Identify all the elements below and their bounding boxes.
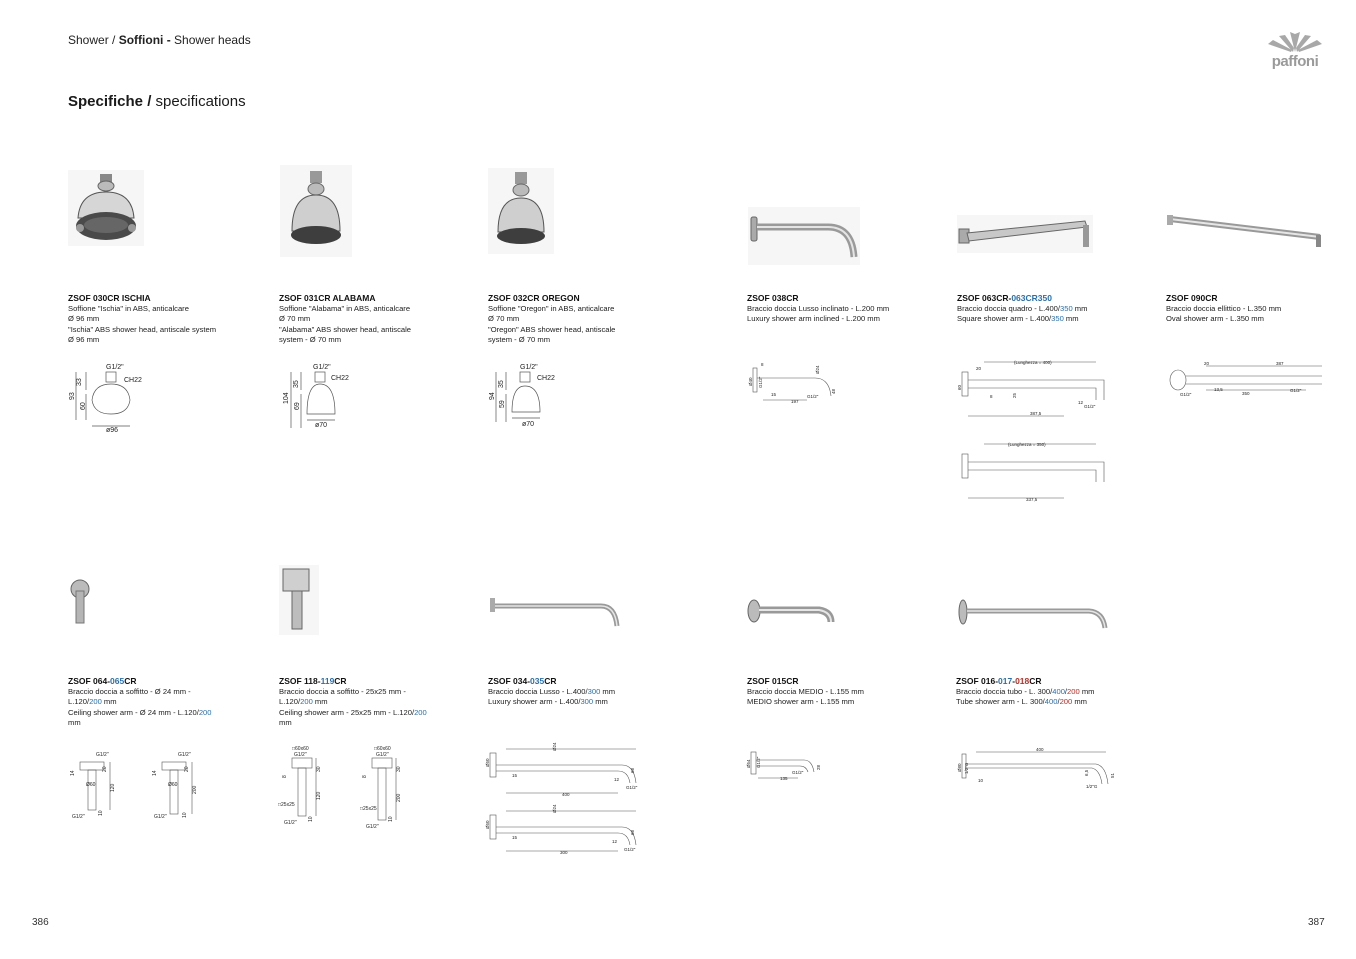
dim-label: 8 <box>362 775 368 778</box>
code-part: ZSOF 064- <box>68 676 111 686</box>
product-photo-016cr <box>957 598 1111 636</box>
dim-label: CH22 <box>537 375 555 382</box>
dim-label: 10 <box>98 810 104 816</box>
dim-label: 30 <box>316 766 322 772</box>
code-part: ZSOF 016- <box>956 676 999 686</box>
dim-label: (Lunghezza = 350) <box>1008 442 1046 447</box>
desc-line: system - Ø 70 mm <box>488 334 551 344</box>
desc-part: mm <box>1072 697 1088 707</box>
page-title <box>68 93 246 110</box>
dim-label: 8 <box>990 394 993 399</box>
dim-label: G1/2" <box>758 376 763 388</box>
dim-label: Ø40 <box>748 377 753 386</box>
desc-part: Braccio doccia quadro - L.400/ <box>957 304 1060 313</box>
desc-variant: 200 <box>300 697 313 707</box>
dim-label: G1/2" <box>284 820 297 826</box>
dim-label: Ø60 <box>168 782 178 788</box>
product-photo-090cr <box>1166 213 1326 253</box>
dim-label: 8 <box>282 775 288 778</box>
logo-text: paffoni <box>1271 53 1319 70</box>
dim-label: 33 <box>76 378 83 386</box>
dim-label: 197 <box>791 399 799 404</box>
desc-line: Luxury shower arm inclined - L.200 mm <box>747 314 880 324</box>
desc-line <box>956 687 1156 697</box>
product-code: ZSOF 031CR ALABAMA <box>279 293 376 303</box>
desc-line: Braccio doccia Lusso inclinato - L.200 mm <box>747 304 890 313</box>
product-description <box>747 304 947 325</box>
technical-drawing-ischia <box>68 360 148 435</box>
desc-line: "Ischia" ABS shower head, antiscale system <box>68 324 217 334</box>
desc-line <box>279 708 459 718</box>
code-variant: 035 <box>530 676 545 686</box>
code-part: CR <box>544 676 557 686</box>
dim-label: 1/2"G <box>1086 784 1098 789</box>
dim-label: 20 <box>184 766 190 772</box>
dim-label: 30 <box>396 766 402 772</box>
dim-label: 14 <box>70 770 76 776</box>
product-photo-038cr <box>748 207 860 265</box>
desc-part: mm <box>1072 304 1088 313</box>
desc-variant: 350 <box>1051 314 1064 324</box>
dim-label: CH22 <box>331 375 349 382</box>
desc-variant: 400 <box>1052 687 1065 696</box>
product-description <box>68 687 238 728</box>
desc-line: mm <box>279 717 292 727</box>
desc-part: mm <box>312 697 328 707</box>
product-description <box>956 687 1156 708</box>
dim-label: 337,5 <box>1026 497 1038 502</box>
dim-label: G1/2" <box>376 752 389 758</box>
dim-label: 93 <box>69 392 76 400</box>
technical-drawing-oregon <box>488 360 568 435</box>
dim-label: □25x25 <box>360 806 377 812</box>
dim-label: 15 <box>771 392 777 397</box>
desc-variant: 200 <box>1059 697 1073 707</box>
breadcrumb-soffioni: Soffioni - <box>118 33 171 47</box>
dim-label: 8 <box>761 362 764 367</box>
dim-label: 387,5 <box>1030 411 1042 416</box>
dim-label: 28 <box>816 764 821 770</box>
dim-label: G1/2" <box>178 752 191 758</box>
product-code: ZSOF 015CR <box>747 676 799 686</box>
desc-line <box>68 697 238 707</box>
product-code <box>956 676 1042 686</box>
desc-line: "Oregon" ABS shower head, antiscale <box>488 324 616 334</box>
desc-line: Soffione "Alabama" in ABS, anticalcare <box>279 304 411 313</box>
technical-drawing-090cr <box>1166 360 1330 400</box>
dim-label: ø96 <box>106 427 119 434</box>
product-photo-oregon <box>488 168 554 254</box>
dim-label: ø70 <box>315 422 328 429</box>
page-number-right: 387 <box>1308 917 1325 928</box>
technical-drawing-016cr <box>956 744 1116 792</box>
product-code <box>488 676 557 686</box>
desc-part: mm <box>593 697 608 707</box>
code-part: ZSOF 034- <box>488 676 531 686</box>
desc-line <box>488 687 688 697</box>
desc-line: system - Ø 70 mm <box>279 334 342 344</box>
dim-label: 68 <box>630 829 635 835</box>
desc-part: Braccio doccia Lusso - L.400/ <box>488 687 588 696</box>
dim-label: Ø80 <box>957 763 962 772</box>
dim-label: G1/2" <box>72 814 85 820</box>
dim-label: 104 <box>283 392 290 404</box>
dim-label: 94 <box>489 392 496 400</box>
dim-label: 12 <box>612 839 618 844</box>
dim-label: 6,5 <box>1084 769 1089 776</box>
desc-part: mm <box>600 687 616 696</box>
dim-label: G1/2" <box>106 364 124 371</box>
desc-part: Braccio doccia tubo - L. 300/ <box>956 687 1053 696</box>
dim-label: Ø50 <box>485 820 490 829</box>
product-description <box>279 304 469 345</box>
dim-label: G1/2" <box>626 785 638 790</box>
dim-label: 400 <box>1036 747 1044 752</box>
product-description <box>1166 304 1336 325</box>
dim-label: 350 <box>1242 391 1250 396</box>
desc-variant: 200 <box>89 697 102 707</box>
dim-label: G1/2" <box>756 756 761 768</box>
dim-label: 13,5 <box>1214 387 1223 392</box>
dim-label: 10 <box>978 778 984 783</box>
product-code: ZSOF 038CR <box>747 293 799 303</box>
dim-label: Ø50 <box>485 758 490 767</box>
product-description <box>747 687 947 708</box>
code-part: CR <box>124 676 137 686</box>
desc-part: Ceiling shower arm - Ø 24 mm - L.120/ <box>68 707 199 717</box>
desc-variant: 200 <box>198 707 212 717</box>
dim-label: 59 <box>499 400 506 408</box>
dim-label: 69 <box>294 402 301 410</box>
desc-part: Tube shower arm - L. 300/ <box>956 697 1045 707</box>
desc-line: Braccio doccia a soffitto - Ø 24 mm - <box>68 687 191 696</box>
desc-line: Ø 96 mm <box>68 334 100 344</box>
product-description <box>488 687 688 708</box>
desc-line: Ø 70 mm <box>488 314 520 324</box>
dim-label: ø70 <box>522 421 535 428</box>
desc-variant: 200 <box>414 707 427 717</box>
code-part: CR <box>1029 676 1042 686</box>
desc-line: Braccio doccia ellittico - L.350 mm <box>1166 304 1282 313</box>
dim-label: Ø24 <box>552 742 557 751</box>
product-description <box>488 304 678 345</box>
product-photo-034cr <box>489 594 621 630</box>
desc-line <box>956 697 1156 707</box>
dim-label: 20 <box>102 766 108 772</box>
dim-label: G1/2" <box>1180 392 1192 397</box>
desc-variant: 200 <box>1067 687 1080 696</box>
dim-label: 200 <box>192 785 198 794</box>
dim-label: CH22 <box>124 377 142 384</box>
code-variant: 018 <box>1015 676 1030 686</box>
desc-line: Ø 70 mm <box>279 314 311 324</box>
dim-label: G1/2" <box>154 814 167 820</box>
desc-line: Braccio doccia MEDIO - L.155 mm <box>747 687 864 696</box>
dim-label: 14 <box>152 770 158 776</box>
dim-label: 20 <box>976 366 982 371</box>
dim-label: □60x60 <box>374 746 391 752</box>
dim-label: 400 <box>562 792 570 797</box>
dim-label: 12 <box>614 777 620 782</box>
dim-label: G1/2" <box>807 394 819 399</box>
dim-label: (Lunghezza = 400) <box>1014 360 1052 365</box>
dim-label: 15 <box>512 773 518 778</box>
product-code <box>957 293 1052 303</box>
dim-label: Ø54 <box>746 759 751 768</box>
desc-line <box>957 304 1157 314</box>
code-variant: 065 <box>110 676 125 686</box>
dim-label: G1/2" <box>1290 388 1302 393</box>
product-description <box>957 304 1157 325</box>
dim-label: Ø60 <box>86 782 96 788</box>
desc-part: mm <box>1063 314 1079 324</box>
dim-label: 135 <box>780 776 788 781</box>
desc-line: mm <box>68 717 81 727</box>
desc-variant: 300 <box>587 687 601 696</box>
product-code: ZSOF 090CR <box>1166 293 1218 303</box>
desc-part: / <box>1064 687 1068 696</box>
code-variant: 063CR350 <box>1011 293 1052 303</box>
dim-label: 12 <box>1078 400 1084 405</box>
dim-label: 48 <box>831 388 836 394</box>
breadcrumb-shower: Shower / <box>68 33 116 47</box>
product-photo-118cr <box>279 565 319 635</box>
dim-label: G1/2" <box>520 364 538 371</box>
product-code <box>279 676 347 686</box>
desc-line: Soffione "Ischia" in ABS, anticalcare <box>68 304 189 313</box>
dim-label: Ø24 <box>552 804 557 813</box>
desc-part: mm <box>1079 687 1095 696</box>
product-photo-alabama <box>280 165 352 257</box>
breadcrumb <box>68 33 251 47</box>
page-title-light: specifications <box>155 93 246 110</box>
desc-line: MEDIO shower arm - L.155 mm <box>747 697 855 707</box>
desc-line: Ø 96 mm <box>68 314 100 324</box>
breadcrumb-shower-heads: Shower heads <box>174 33 251 47</box>
product-description <box>68 304 258 345</box>
desc-variant: 300 <box>580 697 594 707</box>
desc-variant: 400 <box>1044 697 1058 707</box>
technical-drawing-034cr <box>486 743 642 855</box>
desc-line <box>68 708 238 718</box>
product-description <box>279 687 459 728</box>
technical-drawing-063cr <box>956 358 1116 508</box>
code-part: ZSOF 118- <box>279 676 321 686</box>
dim-label: 387 <box>1276 361 1284 366</box>
desc-line: Braccio doccia a soffitto - 25x25 mm - <box>279 687 406 696</box>
dim-label: G1/2" <box>624 847 636 852</box>
dim-label: 20 <box>1204 361 1210 366</box>
product-code <box>68 676 137 686</box>
desc-variant: 350 <box>1060 304 1073 313</box>
technical-drawing-038cr <box>747 360 839 408</box>
dim-label: 200 <box>396 793 402 802</box>
desc-line <box>488 697 688 707</box>
product-photo-015cr <box>747 598 837 628</box>
technical-drawing-015cr <box>746 748 826 784</box>
product-code: ZSOF 032CR OREGON <box>488 293 580 303</box>
desc-part: Ceiling shower arm - 25x25 mm - L.120/ <box>279 707 415 717</box>
desc-line: Soffione "Oregon" in ABS, anticalcare <box>488 304 615 313</box>
code-part: - <box>1012 676 1016 686</box>
desc-line: "Alabama" ABS shower head, antiscale <box>279 324 412 334</box>
desc-part: L.120/ <box>68 697 90 707</box>
dim-label: Ø24 <box>815 365 820 374</box>
dim-label: G1/2" <box>366 824 379 830</box>
dim-label: 10 <box>388 816 394 822</box>
page-number-left: 386 <box>32 917 49 928</box>
dim-label: 60 <box>80 402 87 410</box>
dim-label: 60 <box>957 384 962 390</box>
dim-label: 1/2"G <box>964 762 969 774</box>
dim-label: G1/2" <box>313 364 331 371</box>
desc-line <box>279 697 459 707</box>
product-code: ZSOF 030CR ISCHIA <box>68 293 151 303</box>
desc-line <box>957 314 1157 324</box>
page-title-bold: Specifiche / <box>68 93 152 110</box>
dim-label: 35 <box>498 380 505 388</box>
dim-label: 25 <box>1012 392 1017 398</box>
dim-label: 35 <box>293 380 300 388</box>
desc-part: L.120/ <box>279 697 301 707</box>
dim-label: 15 <box>512 835 518 840</box>
dim-label: 120 <box>110 783 116 792</box>
product-photo-063cr <box>957 215 1093 253</box>
dim-label: 51 <box>1110 772 1115 778</box>
desc-line: Oval shower arm - L.350 mm <box>1166 314 1264 324</box>
desc-part: / <box>1057 697 1060 707</box>
desc-part: Square shower arm - L.400/ <box>957 314 1052 324</box>
dim-label: G1/2" <box>96 752 109 758</box>
technical-drawing-064cr <box>66 748 216 822</box>
desc-part: mm <box>101 697 117 707</box>
technical-drawing-118cr <box>276 744 416 830</box>
dim-label: G1/2" <box>294 752 307 758</box>
code-part: CR <box>334 676 347 686</box>
desc-part: Luxury shower arm - L.400/ <box>488 697 581 707</box>
dim-label: 10 <box>182 812 188 818</box>
code-variant: 017 <box>998 676 1013 686</box>
dim-label: G1/2" <box>792 770 804 775</box>
dim-label: G1/2" <box>1084 404 1096 409</box>
code-part: ZSOF 063CR- <box>957 293 1012 303</box>
dim-label: 120 <box>316 791 322 800</box>
dim-label: □25x25 <box>278 802 295 808</box>
dim-label: 10 <box>308 816 314 822</box>
code-variant: 119 <box>320 676 335 686</box>
technical-drawing-alabama <box>279 360 359 435</box>
product-photo-064cr <box>68 577 96 627</box>
dim-label: 300 <box>560 850 568 855</box>
dim-label: 68 <box>630 767 635 773</box>
dim-label: □60x60 <box>292 746 309 752</box>
product-photo-ischia <box>68 170 144 246</box>
